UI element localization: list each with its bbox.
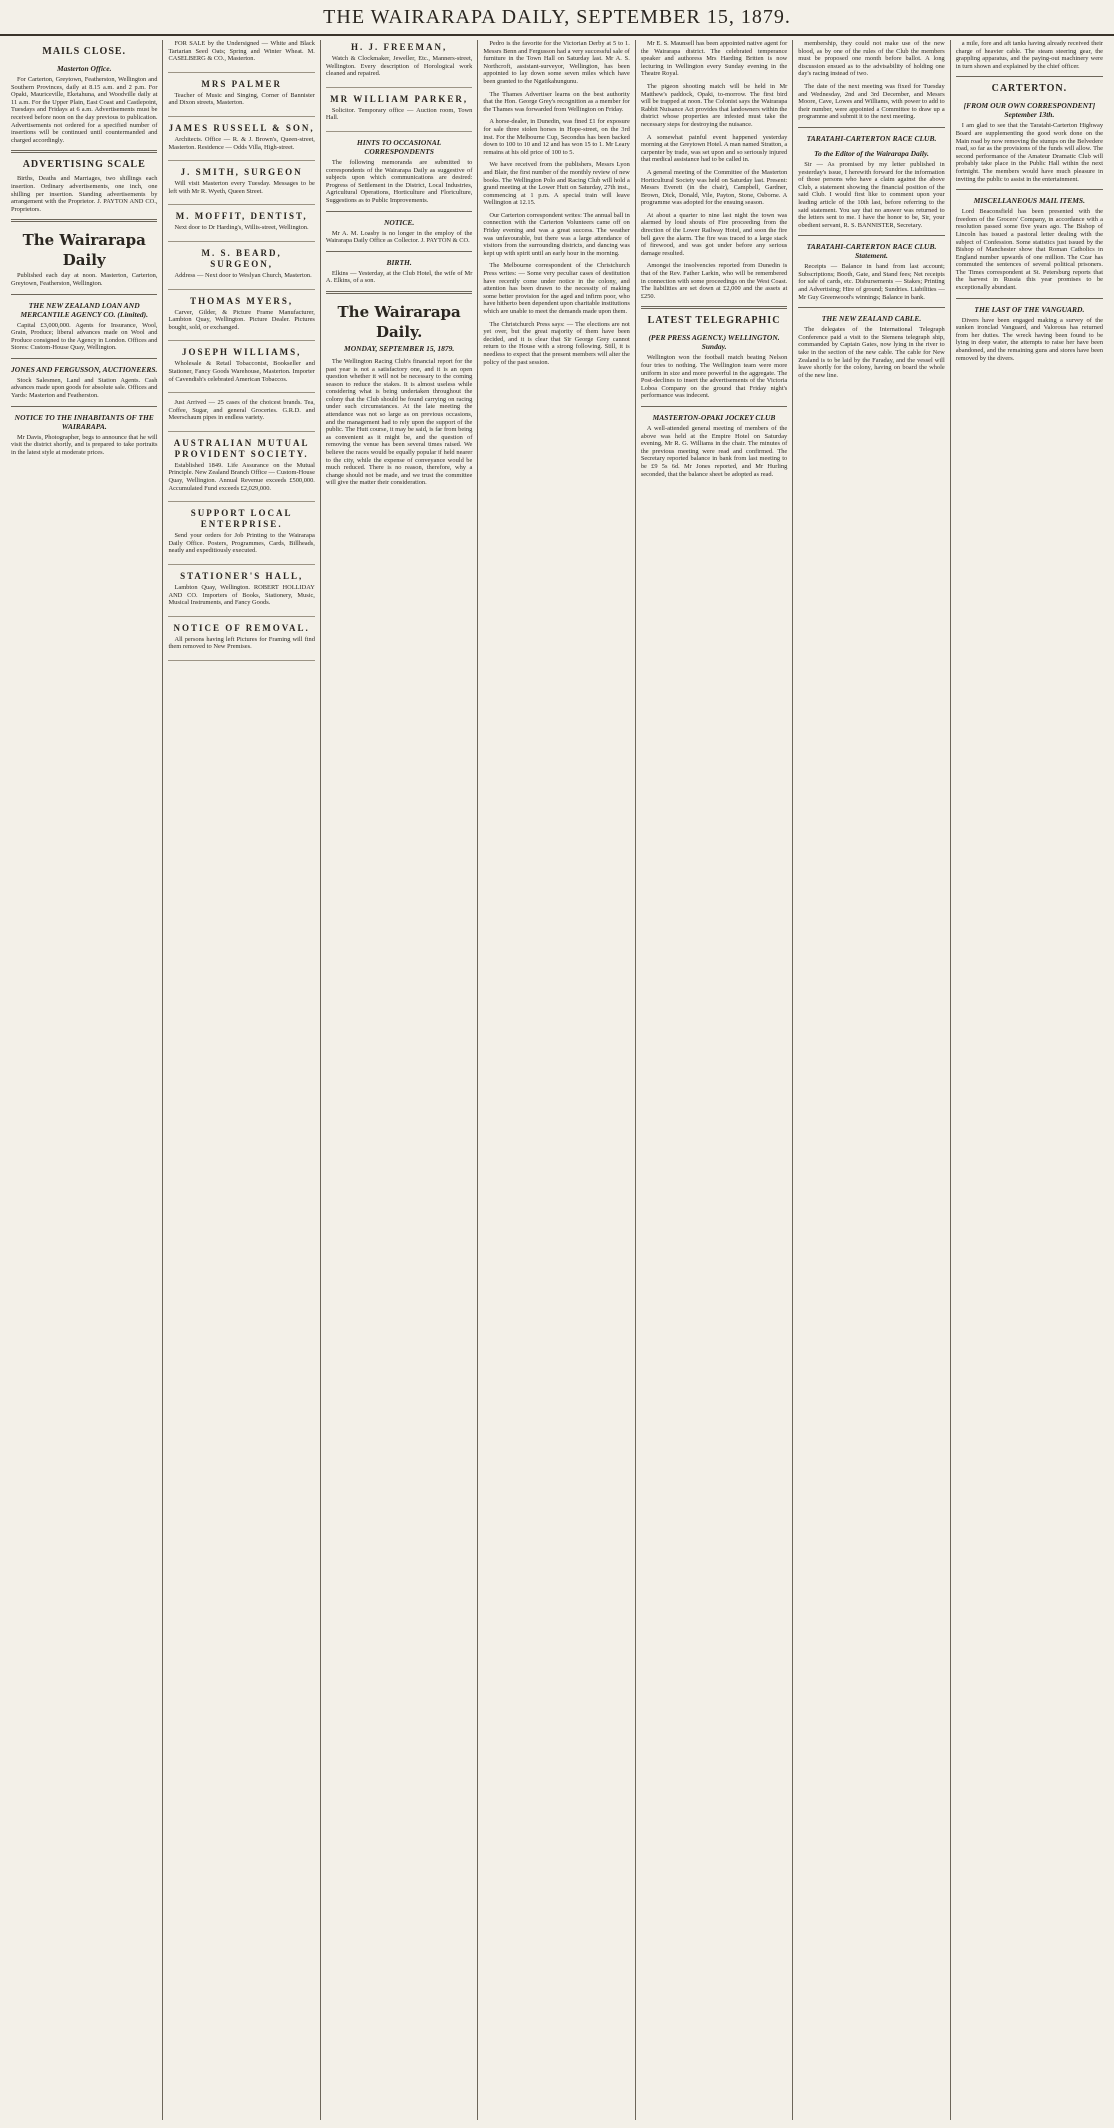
news-paragraph: A somewhat painful event happened yesterday morning at the Greytown Hotel. A man named Stratton, a carpenter by trade, was set upon and so seriously injured that medical assistance had to be called in. [640, 133, 788, 164]
divider [11, 219, 157, 222]
carterton-subheading: [FROM OUR OWN CORRESPONDENT] September 13th. [963, 101, 1096, 120]
agency-text: Capital £3,000,000. Agents for Insurance, Wool, Grain, Produce; liberal advances made on Wool and Produce consigned to the Agency in London. Offices and Stores: Custom-House Quay, Wellington. [11, 321, 158, 352]
column-2 [163, 40, 320, 2120]
advertisement [168, 399, 314, 432]
divider [798, 127, 944, 128]
notice-text: Mr Davis, Photographer, begs to announce that he will visit the district shortly, and is prepared to take portraits in the latest style at moderate prices. [11, 433, 158, 456]
telegraph-heading: LATEST TELEGRAPHIC [647, 315, 781, 327]
news-paragraph: We have received from the publishers, Messrs Lyon and Blair, the first number of the monthly review of new books. The Wellington Polo and Racing Club will hold a grand meeting at the Lower Hutt on Saturday, 27th inst., commencing at 1 p.m. A special train will leave Wellington at 12.15. [483, 161, 630, 207]
hints-heading: HINTS TO OCCASIONAL CORRESPONDENTS [356, 137, 442, 156]
divider [326, 291, 472, 294]
advertisement [168, 248, 314, 290]
news-paragraph: a mile, fore and aft tanks having already received their charge of heavier cable. The steam steering gear, the grappling apparatus, and the paying-out machinery were in turn shown and explained by the chief officer. [955, 40, 1104, 70]
masthead [0, 0, 1114, 36]
notice-text: Mr A. M. Loasby is no longer in the employ of the Wairarapa Daily Office as Collector. J. PAYTON & CO. [325, 229, 473, 245]
news-paragraph: Pedro is the favorite for the Victorian Derby at 5 to 1. Messrs Benn and Fergusson had a very successful sale of furniture in the Town Hall on Saturday last. Mr A. S. Northcroft, assistant-surveyor, Wellington, has been appointed to lay down some seven miles which have been granted to the Ngatikahungunu. [483, 40, 630, 85]
ad-text: All persons having left Pictures for Framing will find them removed to New Premises. [168, 635, 315, 651]
ad-text: Teacher of Music and Singing, Corner of Bannister and Dixon streets, Masterton. [168, 91, 315, 107]
ad-text: Architects. Office — R. & J. Brown's, Queen-street, Masterton. Residence — Odds Villa, High-street. [168, 135, 315, 151]
letter-text: Sir — As promised by my letter published in yesterday's issue, I herewith forward for the information of those persons who have a claim against the above Club, a statement showing the financial position of the said Club. I would first like to comment upon your leading article of the 10th last, before referring to the said statement. You say that no answer was returned to the letters sent to me. I have the honor to be, Sir, your obedient servant, R. S. BANNISTER, Secretary. [798, 160, 945, 229]
notice-heading: NOTICE. [384, 217, 415, 227]
ad-title: MR WILLIAM PARKER, [330, 93, 469, 104]
ad-title: JOSEPH WILLIAMS, [182, 347, 302, 358]
divider [956, 189, 1103, 190]
divider [956, 298, 1103, 299]
advertisement [326, 94, 472, 132]
editorial-text: The Wellington Racing Club's financial report for the past year is not a satisfactory one, and it is an open question whether it will not be necessary to the coming season to reduce the stakes. It is almost useless while considering what is being undertaken throughout the colony that the Club should be found carrying on racing under such circumstances. At the late meeting the attendance was not so large as on previous occasions, and the management had to rely upon the support of the public. The Hutt course, it may be said, is far from being as convenient as it might be, and the question of removing the venue has been several times raised. We believe the races would be equally popular if held nearer to the city, while the expense of conveyance would be much reduced. There is no reason, therefore, why a change should not be made, and we trust the committee will give the matter their consideration. [325, 357, 473, 487]
paper-text: Published each day at noon. Masterton, Carterton, Greytown, Featherston, Wellington. [11, 272, 158, 287]
notice-heading: NOTICE TO THE INHABITANTS OF THE WAIRARAPA. [14, 412, 154, 431]
news-paragraph: At about a quarter to nine last night the town was alarmed by loud shouts of Fire proceeding from the direction of the Lower Railway Hotel, and soon the fire bell gave the alarm. The fire was traced to a large stack of firewood, and was got under before any serious damage resulted. [640, 211, 788, 257]
column-3 [321, 40, 478, 2120]
ad-title: J. SMITH, SURGEON [180, 167, 303, 178]
advertisement [168, 347, 314, 393]
divider [326, 251, 472, 252]
column-6 [793, 40, 950, 2120]
advertisement [168, 508, 314, 565]
newspaper-columns [6, 40, 1108, 2120]
news-paragraph: A general meeting of the Committee of the Masterton Horticultural Society was held on Saturday last. Present: Messrs Everett (in the chair), Campbell, Gardner, Brown, Dick, Donald, Vile, Payton, Stone, Osborne. A programme was adopted for the ensuing season. [640, 168, 788, 207]
editorial-date: MONDAY, SEPTEMBER 15, 1879. [344, 343, 455, 353]
divider [641, 406, 787, 407]
advertisement [168, 623, 314, 661]
advertisement [168, 123, 314, 161]
news-paragraph: Amongst the insolvencies reported from Dunedin is that of the Rev. Father Larkin, who will be remembered in connection with some proceedings on the West Coast. The liabilities are set down at £2,000 and the assets at £250. [640, 262, 788, 300]
advertisement [168, 438, 314, 502]
paper-title: The Wairarapa Daily [22, 231, 146, 270]
ad-title: MRS PALMER [201, 78, 282, 89]
carterton-text: I am glad to see that the Taratahi-Carterton Highway Board are supplementing the good work done on the Main road by now removing the stumps on the Belvedere road, so far as the provisions of the funds will allow. The second performance of the Amateur Dramatic Club will probably take place in the Public Hall within the next fortnight. The members would have much pleasure in inviting the public to assist in the entertainment. [955, 122, 1104, 183]
divider [956, 76, 1103, 77]
birth-text: Elkins — Yesterday, at the Club Hotel, the wife of Mr A. Elkins, of a son. [325, 269, 473, 285]
birth-heading: BIRTH. [386, 257, 412, 267]
mails-subheading: Masterton Office. [57, 64, 112, 73]
ad-title: H. J. FREEMAN, [351, 42, 448, 52]
divider [11, 150, 157, 153]
advertisement [168, 211, 314, 242]
divider [11, 358, 157, 359]
accounts-text: Receipts — Balance in hand from last account; Subscriptions; Booth, Gate, and Stand fees; Net receipts for sale of cards, etc. Disbursements — Stakes; Printing and Advertising; Hire of ground; Sundries. Liabilities — Mr Guy Greenwood's winnings; Balance in bank. [798, 263, 945, 301]
ad-text: Solicitor. Temporary office — Auction room, Town Hall. [325, 106, 473, 122]
masthead-title: THE WAIRARAPA DAILY, SEPTEMBER 15, 1879. [323, 5, 791, 28]
auction-text: Stock Salesmen, Land and Station Agents. Cash advances made upon goods for absolute sale. Offices and Yards: Masterton and Featherston. [11, 376, 158, 400]
accounts-heading: TARATAHI-CARTERTON RACE CLUB. Statement. [806, 242, 937, 261]
auction-heading: JONES AND FERGUSSON, AUCTIONEERS. [11, 364, 158, 374]
jockey-club-heading: MASTERTON-OPAKI JOCKEY CLUB [652, 412, 776, 422]
cable-text: The delegates of the International Telegraph Conference paid a visit to the Siemens telegraph ship, commanded by Captain Gates, now lying in the river to take in the section of the new cable. The cable for New Zealand is to be laid by the Faraday, and the vessel will leave shortly for the colony, having on board the whole of the new line. [798, 326, 945, 379]
telegraph-text: Wellington won the football match beating Nelson four tries to nothing. The Wellington team were more uniform in size and more powerful in the aggregate. The Post-declines to insert the advertisements of the Victoria Loboa Company on the ground that Friday night's performance was indecent. [640, 354, 788, 400]
divider [798, 307, 944, 308]
advertising-heading: ADVERTISING SCALE [22, 159, 146, 171]
news-paragraph: Mr E. S. Maunsell has been appointed native agent for the Wairarapa district. The celebrated temperance speaker and authoress Mrs Harding Britten is now lecturing in Wellington every Sunday evening in the Theatre Royal. [640, 40, 788, 78]
agency-heading: THE NEW ZEALAND LOAN AND MERCANTILE AGENCY CO. (Limited). [20, 300, 149, 319]
advertising-text: Births, Deaths and Marriages, two shillings each insertion. Ordinary advertisements, one inch, one shilling per insertion. Standing advertisements by arrangement with the Proprietor. J. PAYTON AND CO., Proprietors. [11, 175, 158, 213]
editorial-masthead: The Wairarapa Daily. [337, 302, 461, 341]
vanguard-heading: THE LAST OF THE VANGUARD. [974, 304, 1085, 314]
misc-heading: MISCELLANEOUS MAIL ITEMS. [973, 196, 1085, 206]
mails-text: For Carterton, Greytown, Featherston, Wellington and Southern Provinces, daily at 8.15 a.m. and 2 p.m. For Opaki, Mauriceville, Eketahuna, and Woodville daily at 11 a.m. For the Upper Plain, East Coast and Castlepoint, Tuesdays and Fridays at 6 a.m. Advertisements must be received before noon on the day previous to publication. Advertisements not ordered for a specified number of insertions will be continued until countermanded and charged accordingly. [11, 76, 158, 144]
news-paragraph: A horse-dealer, in Dunedin, was fined £1 for exposure for sale three stolen horses in Hope-street, on the 3rd inst. For the Melbourne Cup, Secondus has been backed down to 100 to 10 and 12 and has won 15 to 1. Mr Leary remains at his old price of 100 to 5. [483, 118, 630, 156]
ad-text: Wholesale & Retail Tobacconist, Bookseller and Stationer, Fancy Goods Warehouse, Masterton. Importer of Cavendish's celebrated American Tobaccos. [168, 360, 315, 383]
news-paragraph: The Christchurch Press says: — The elections are not yet over, but the great majority of them have been decided, and it is clear that Sir George Grey cannot return to the House with a strong following. Still, it is needless to expect that the present members will alter the policy of the past session. [483, 320, 630, 366]
ad-text: Established 1849. Life Assurance on the Mutual Principle. New Zealand Branch Office — Custom-House Quay, Wellington. Annual Revenue exceeds £500,000. Accumulated Fund exceeds £2,029,000. [168, 461, 315, 492]
mails-heading: MAILS CLOSE. [42, 46, 127, 57]
ad-text: Address — Next door to Weslyan Church, Masterton. [174, 271, 312, 279]
divider [326, 211, 472, 212]
divider [11, 406, 157, 407]
jockey-club-text: A well-attended general meeting of members of the above was held at the Empire Hotel on Saturday evening, Mr R. G. Williams in the chair. The minutes of the previous meeting were read and confirmed. The Secretary reported balance in bank from last meeting to be £9 5s 6d. Mr Jones reported, and Mr Hurling seconded, that the balance sheet be adopted as read. [640, 424, 788, 478]
divider [798, 235, 944, 236]
news-paragraph: The Melbourne correspondent of the Christchurch Press writes: — Some very peculiar cases of destitution have recently come under notice in the colony, and attention has been drawn to the necessity of making some better provision for the aged and infirm poor, who have hitherto been dependent upon charitable institutions which are unable to meet the demands made upon them. [483, 262, 630, 315]
ad-title: M. MOFFIT, DENTIST, [175, 211, 308, 222]
news-paragraph: The pigeon shooting match will be held in Mr Matthew's paddock, Opaki, to-morrow. The first bird will be trapped at noon. The Colonist says the Wairarapa Rabbit Nuisance Act provides that landowners within the district whose properties are infested must take the necessary steps for destroying the nuisance. [640, 82, 788, 128]
column-5 [636, 40, 793, 2120]
ad-title: M. S. BEARD, SURGEON, [201, 247, 282, 269]
ad-text: Send your orders for Job Printing to the Wairarapa Daily Office. Posters, Programmes, Cards, Billheads, neatly and expeditiously executed. [168, 532, 315, 555]
ad-title: SUPPORT LOCAL ENTERPRISE. [190, 508, 293, 530]
carterton-heading: CARTERTON. [991, 83, 1068, 95]
misc-text: Lord Beaconsfield has been presented with the freedom of the Grocers' Company, in accordance with a resolution passed some five years ago. The Bishop of Lincoln has issued a pastoral letter dealing with the subject of Confession. Some statistics just issued by the Bishop of Manchester show that Roman Catholics in England number upwards of one million. The Czar has commuted the sentences of several political prisoners. The Times correspondent at St. Petersburg reports that the harvest in Russia this year promises to be exceptionally abundant. [955, 208, 1104, 292]
ad-title: STATIONER'S HALL, [180, 571, 304, 582]
column-1 [6, 40, 163, 2120]
advertisement [168, 296, 314, 342]
cable-heading: THE NEW ZEALAND CABLE. [821, 314, 922, 324]
ad-text: Carver, Gilder, & Picture Frame Manufacturer, Lambton Quay, Wellington. Picture Dealer. Pictures bought, sold, or exchanged. [168, 308, 315, 331]
news-paragraph: Our Carterton correspondent writes: The annual ball in connection with the Carterton Volunteers came off on Friday evening and was a great success. The weather was unfavourable, but there was a large attendance of visitors from the surrounding districts, and dancing was kept up with spirit until an early hour in the morning. [483, 211, 630, 257]
ad-text: Lambton Quay, Wellington. ROBERT HOLLIDAY AND CO. Importers of Books, Stationery, Music, Musical Instruments, and Fancy Goods. [168, 584, 315, 607]
advertisement [326, 42, 472, 88]
advertisement [168, 40, 314, 73]
ad-title: AUSTRALIAN MUTUAL PROVIDENT SOCIETY. [173, 437, 310, 459]
ad-text: Watch & Clockmaker, Jeweller, Etc., Manners-street, Wellington. Every description of Horological work cleaned and repaired. [325, 55, 473, 78]
ad-text: Will visit Masterton every Tuesday. Messages to be left with Mr R. Wyeth, Queen Street. [168, 180, 315, 195]
divider [11, 294, 157, 295]
ad-title: THOMAS MYERS, [190, 295, 294, 306]
race-club-heading: TARATAHI-CARTERTON RACE CLUB. [806, 133, 937, 143]
divider [641, 306, 787, 309]
vanguard-text: Divers have been engaged making a survey of the sunken ironclad Vanguard, and Valorous has returned from her duties. The wreck having been found to be lying in deep water, the attempts to raise her have been abandoned, and the remaining guns and stores have been removed by the divers. [955, 316, 1104, 362]
telegraph-subheading: (PER PRESS AGENCY.) WELLINGTON. Sunday. [648, 333, 780, 352]
advertisement [168, 571, 314, 617]
column-4 [478, 40, 635, 2120]
race-club-subheading: To the Editor of the Wairarapa Daily. [814, 148, 929, 158]
ad-text: Just Arrived — 25 cases of the choicest brands. Tea, Coffee, Sugar, and general Groceries. G.R.D. and Meerschaum pipes in endless variety. [168, 399, 315, 422]
news-paragraph: The Thames Advertiser learns on the best authority that the Hon. George Grey's recognition as a member for the Thames was forwarded from Wellington on Friday. [483, 90, 630, 113]
ad-text: Next door to Dr Harding's, Willis-street, Wellington. [174, 224, 309, 232]
ad-title: NOTICE OF REMOVAL. [173, 622, 310, 633]
news-paragraph: membership, they could not make use of the new blood, as by one of the rules of the Club the members must be proposed one month before ballot. A long discussion ensued as to the advisability of holding one day's racing instead of two. [798, 40, 945, 78]
advertisement [168, 79, 314, 117]
ad-text: FOR SALE by the Undersigned — White and Black Tartarian Seed Oats; Spring and Winter Wheat. M. CASELBERG & CO., Masterton. [168, 40, 315, 63]
news-paragraph: The date of the next meeting was fixed for Tuesday and Wednesday, 2nd and 3rd December, and Messrs Moore, Cave, Lowes and Williams, with power to add to their number, were appointed a Committee to draw up a programme and submit it to the next meeting. [798, 82, 945, 121]
ad-title: JAMES RUSSELL & SON, [168, 122, 315, 133]
advertisement [168, 167, 314, 205]
hints-text: The following memoranda are submitted to correspondents of the Wairarapa Daily as suggestive of subjects upon which communications are desired: Progress of Settlement in the District, Local Industries, Agricultural Operations, Horticulture and Floriculture, Suggestions as to Public Improvements. [325, 158, 473, 204]
column-7 [951, 40, 1108, 2120]
